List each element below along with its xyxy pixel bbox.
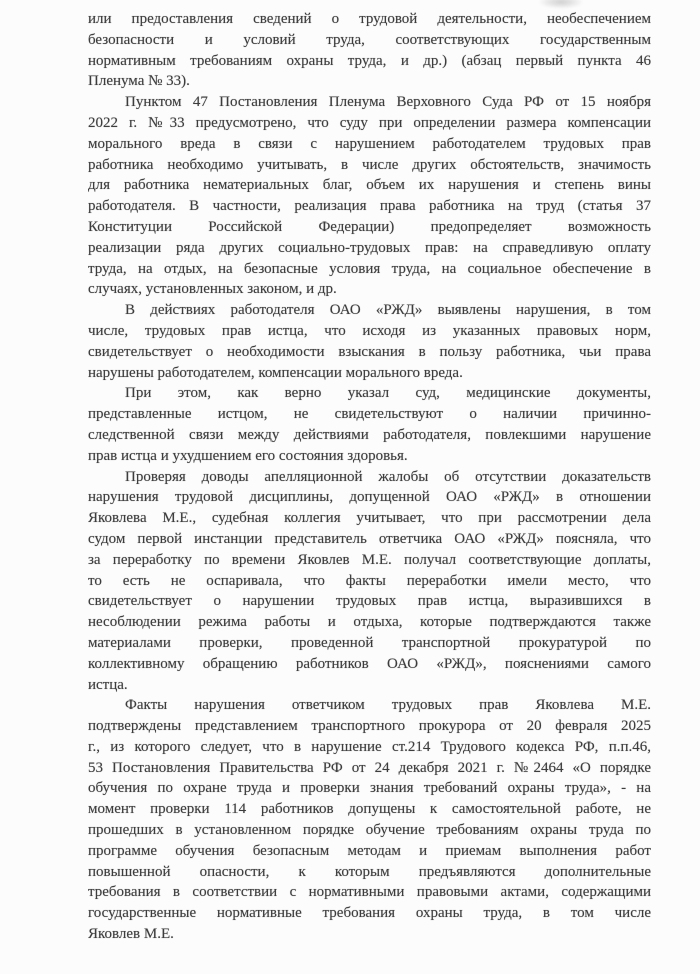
text-line: г., из которого следует, что в нарушение ст.214 Трудового кодекса РФ, п.п.46, [88, 738, 651, 755]
text-line: момент проверки 114 работников допущены к самостоятельной работе, не [88, 801, 651, 818]
text-line: 2022 г. №33 предусмотрено, что суду при определении размера компенсации [88, 114, 651, 131]
text-line: следственной связи между действиями работодателя, повлекшими нарушение [88, 426, 651, 443]
text-line: за переработку по времени Яковлев М.Е. получал соответствующие доплаты, [88, 551, 651, 568]
text-line: повышенной опасности, к которым предъявляются дополнительные [88, 863, 651, 880]
text-line: нормативным требованиям охраны труда, и др.) (абзац первый пункта 46 [88, 52, 651, 69]
text-line: работодателя. В частности, реализация права работника на труд (статья 37 [88, 198, 651, 215]
text-line: судом первой инстанции представитель ответчика ОАО «РЖД» поясняла, что [88, 530, 651, 547]
text-line: При этом, как верно указал суд, медицинские документы, [125, 385, 651, 402]
text-line: В действиях работодателя ОАО «РЖД» выявлены нарушения, в том [125, 302, 651, 319]
document-text [88, 9, 651, 945]
text-line: свидетельствует о нарушении трудовых прав истца, выразившихся в [88, 593, 651, 610]
text-line: Яковлев М.Е. [88, 926, 174, 943]
text-line: Пленума № 33). [88, 73, 190, 90]
scan-smudge [538, 0, 584, 9]
text-line: Проверяя доводы апелляционной жалобы об отсутствии доказательств [125, 468, 651, 485]
text-line: свидетельствует о необходимости взыскания в пользу работника, чьи права [88, 343, 651, 360]
text-line: морального вреда в связи с нарушением работодателем трудовых прав [88, 135, 651, 152]
text-line: Яковлева М.Е., судебная коллегия учитывает, что при рассмотрении дела [88, 510, 651, 527]
text-line: прошедших в установленном порядке обучение требованиям охраны труда по [88, 822, 651, 839]
text-line: случаях, установленных законом, и др. [88, 281, 337, 298]
text-line: работника необходимо учитывать, в числе других обстоятельств, значимость [88, 156, 651, 173]
text-line: программе обучения безопасным методам и приемам выполнения работ [88, 842, 651, 859]
text-line: государственные нормативные требования охраны труда, в том числе [88, 905, 651, 922]
text-line: числе, трудовых прав истца, что исходя из указанных правовых норм, [88, 322, 651, 339]
text-line: несоблюдении режима работы и отдыха, которые подтверждаются также [88, 614, 651, 631]
text-line: Конституции Российской Федерации) предопределяет возможность [88, 218, 651, 235]
text-line: нарушения трудовой дисциплины, допущенной ОАО «РЖД» в отношении [88, 489, 651, 506]
text-line: истца. [88, 676, 128, 693]
text-line: Факты нарушения ответчиком трудовых прав Яковлева М.Е. [125, 697, 651, 714]
text-line: обучения по охране труда и проверки знания требований охраны труда», - на [88, 780, 651, 797]
text-line: прав истца и ухудшением его состояния здоровья. [88, 447, 408, 464]
text-line: безопасности и условий труда, соответствующих государственным [88, 31, 651, 48]
text-line: реализации ряда других социально-трудовых прав: на справедливую оплату [88, 239, 651, 256]
text-line: для работника нематериальных благ, объем их нарушения и степень вины [88, 177, 651, 194]
text-line: требования в соответствии с нормативными правовыми актами, содержащими [88, 884, 651, 901]
text-line: представленные истцом, не свидетельствуют о наличии причинно- [88, 406, 651, 423]
text-line: подтверждены представлением транспортного прокурора от 20 февраля 2025 [88, 718, 651, 735]
text-line: коллективному обращению работников ОАО «РЖД», пояснениями самого [88, 655, 651, 672]
text-line: труда, на отдых, на безопасные условия труда, на социальное обеспечение в [88, 260, 651, 277]
text-line: Пунктом 47 Постановления Пленума Верховного Суда РФ от 15 ноября [125, 94, 651, 111]
text-line: то есть не оспаривала, что факты переработки имели место, что [88, 572, 651, 589]
text-line: материалами проверки, проведенной транспортной прокуратурой по [88, 634, 651, 651]
text-line: 53 Постановления Правительства РФ от 24 декабря 2021 г. №2464 «О порядке [88, 759, 651, 776]
text-line: или предоставления сведений о трудовой деятельности, необеспечением [88, 11, 651, 27]
text-line: нарушены работодателем, компенсации морального вреда. [88, 364, 463, 381]
